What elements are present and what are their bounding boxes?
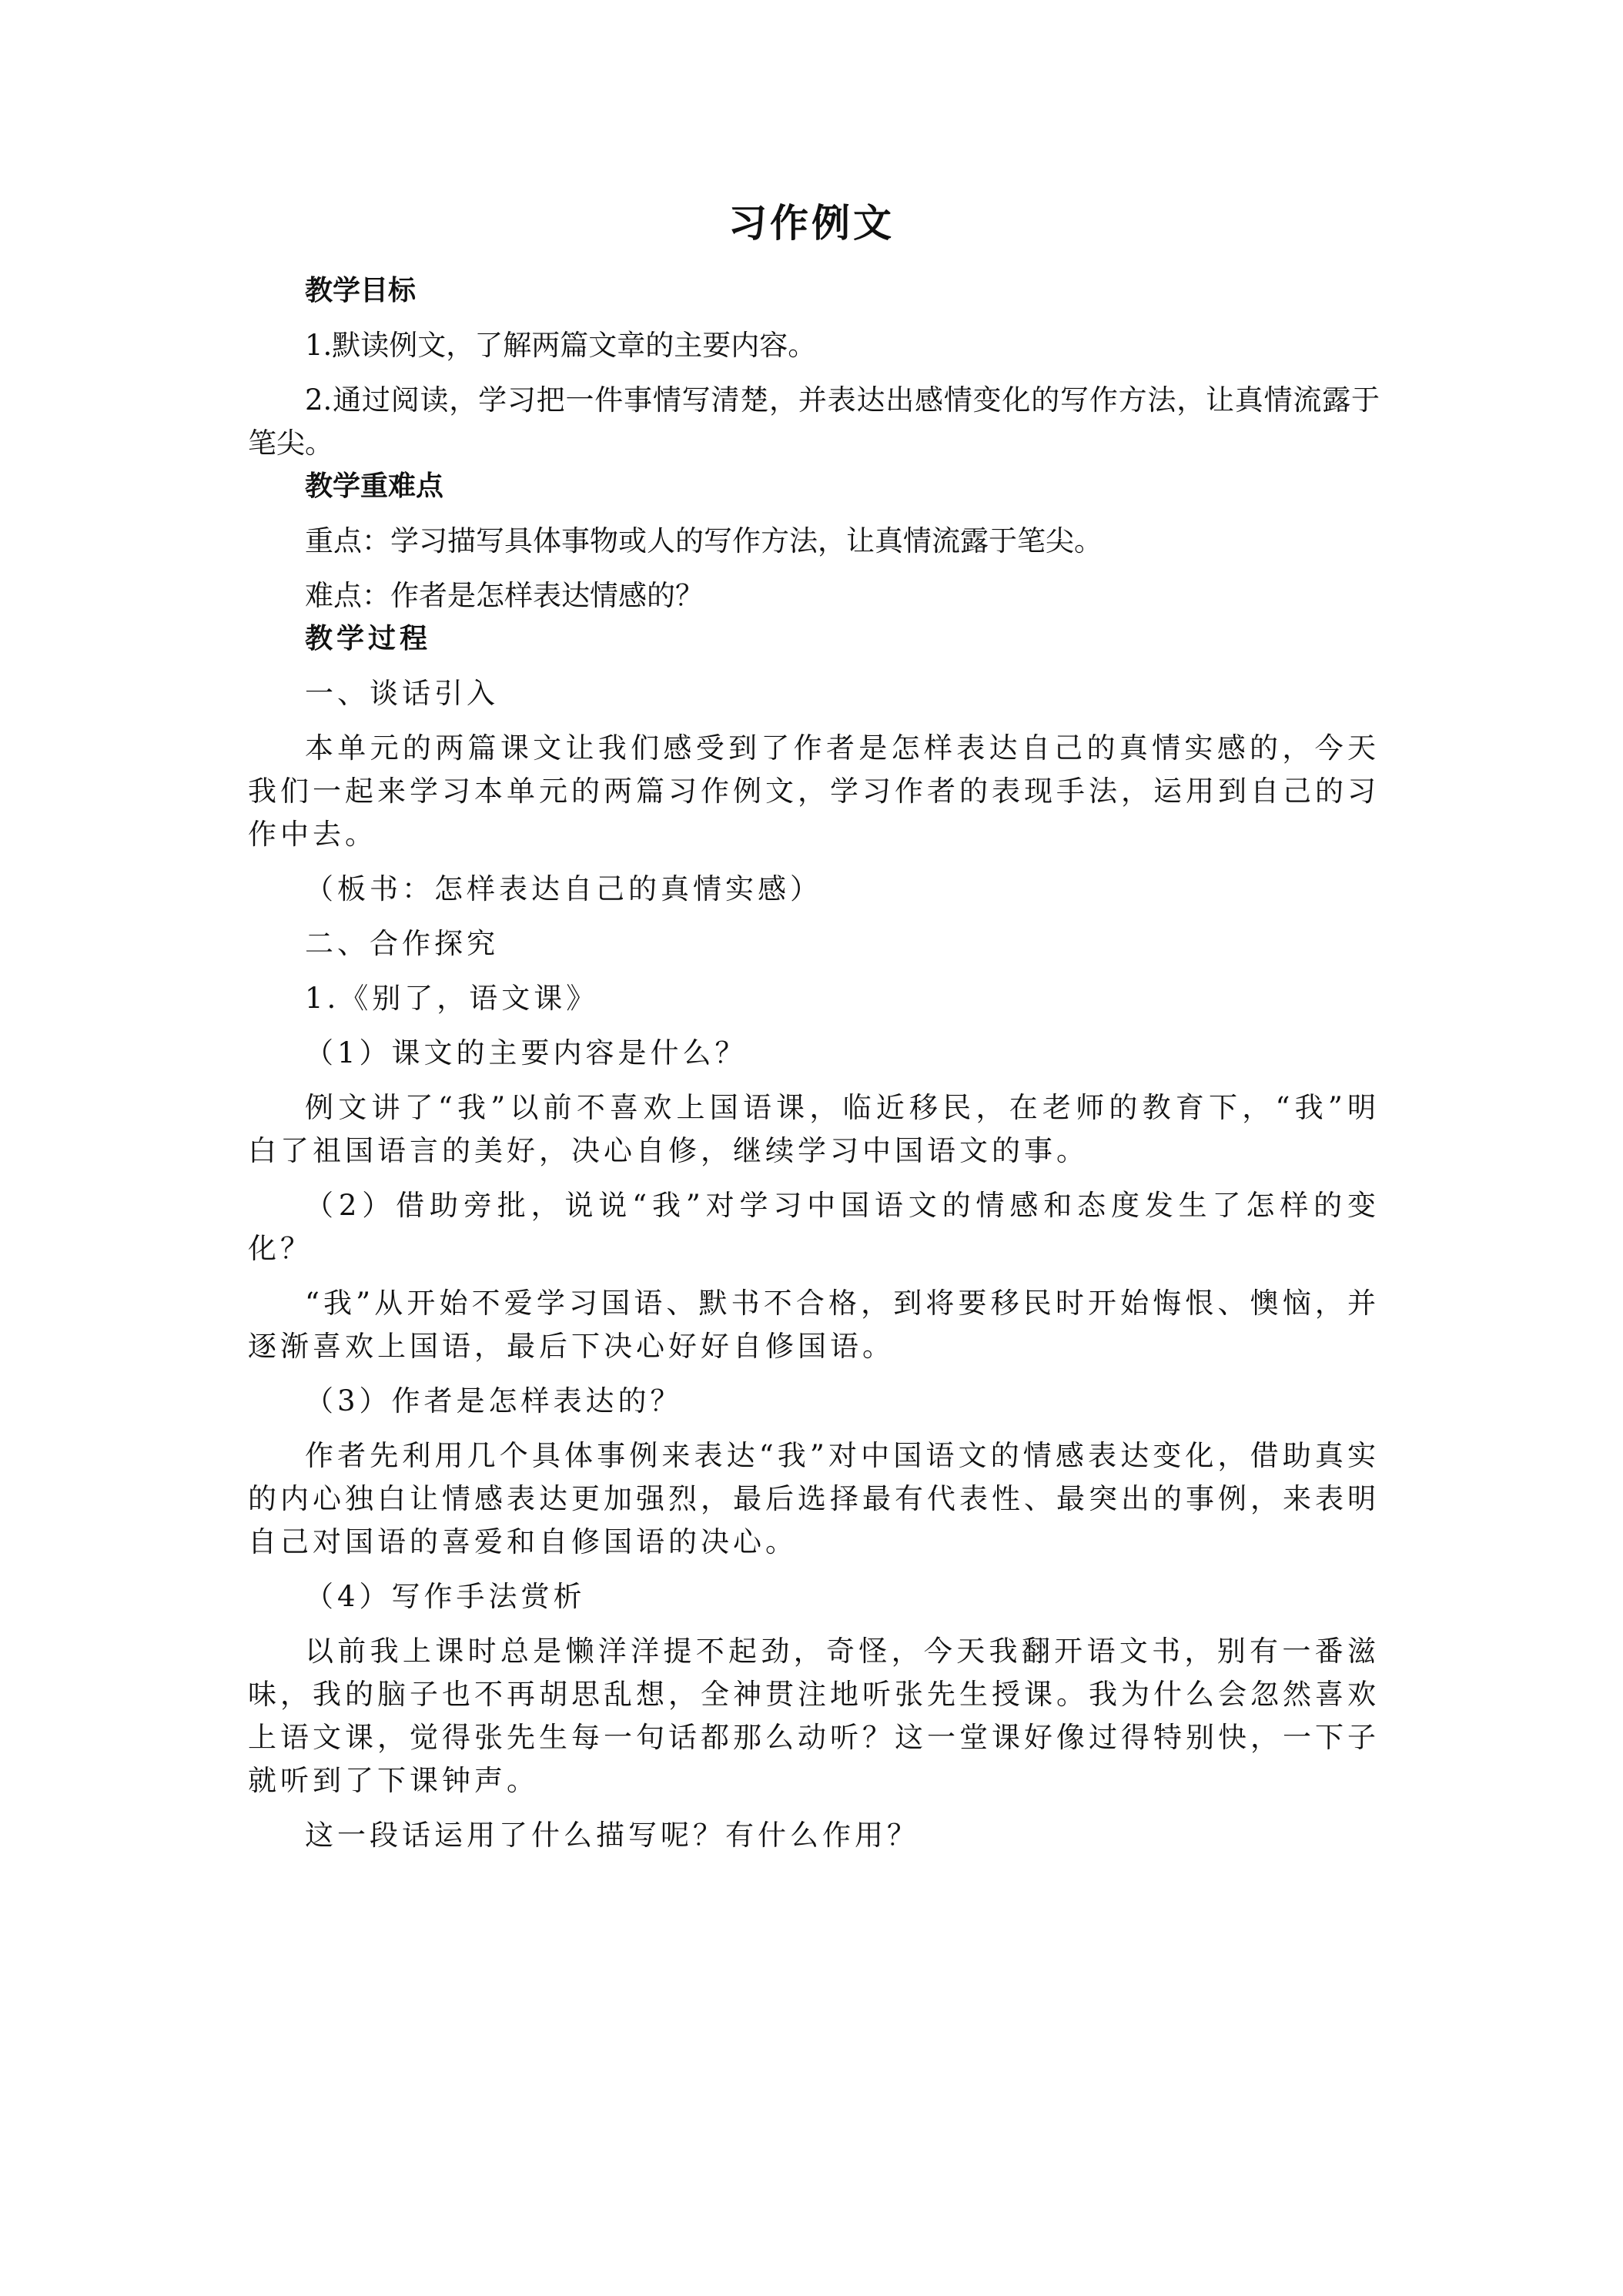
question: （4）写作手法赏析 bbox=[305, 1580, 586, 1613]
key-points-heading: 教学重难点 bbox=[305, 470, 444, 502]
question: 这一段话运用了什么描写呢？有什么作用？ bbox=[305, 1819, 919, 1852]
question: （1）课文的主要内容是什么？ bbox=[305, 1036, 748, 1069]
board-note: （板书：怎样表达自己的真情实感） bbox=[305, 872, 822, 905]
key-point-focus: 重点：学习描写具体事物或人的写作方法，让真情流露于笔尖。 bbox=[305, 524, 1103, 557]
question: （2）借助旁批，说说“我”对学习中国语文的情感和态度发生了怎样的变化？ bbox=[248, 1189, 1380, 1265]
section-title: 一、谈话引入 bbox=[305, 677, 499, 710]
objective-item: 2.通过阅读，学习把一件事情写清楚，并表达出感情变化的写作方法，让真情流露于笔尖。 bbox=[248, 383, 1380, 460]
process-heading: 教学过程 bbox=[305, 623, 432, 654]
section-title: 二、合作探究 bbox=[305, 927, 499, 960]
objectives-heading: 教学目标 bbox=[305, 275, 417, 306]
excerpt: 以前我上课时总是懒洋洋提不起劲，奇怪，今天我翻开语文书，别有一番滋味，我的脑子也不再胡思乱想，全神贯注地听张先生授课。我为什么会忽然喜欢上语文课，觉得张先生每一句话都那么动听？这一堂课好像过得特别快，一下子就听到了下课钟声。 bbox=[248, 1635, 1380, 1797]
answer: 例文讲了“我”以前不喜欢上国语课，临近移民，在老师的教育下，“我”明白了祖国语言的美好，决心自修，继续学习中国语文的事。 bbox=[248, 1091, 1380, 1167]
objective-item: 1.默读例文，了解两篇文章的主要内容。 bbox=[305, 329, 817, 362]
paragraph: 本单元的两篇课文让我们感受到了作者是怎样表达自己的真情实感的，今天我们一起来学习本单元的两篇习作例文，学习作者的表现手法，运用到自己的习作中去。 bbox=[248, 731, 1380, 851]
page-title: 习作例文 bbox=[728, 201, 895, 246]
key-point-difficulty: 难点：作者是怎样表达情感的？ bbox=[305, 579, 704, 612]
answer: 作者先利用几个具体事例来表达“我”对中国语文的情感表达变化，借助真实的内心独白让情感表达更加强烈，最后选择最有代表性、最突出的事例，来表明自己对国语的喜爱和自修国语的决心。 bbox=[248, 1439, 1380, 1558]
sub-title: 1.《别了，语文课》 bbox=[305, 982, 599, 1015]
document-body bbox=[248, 269, 1380, 1857]
answer: “我”从开始不爱学习国语、默书不合格，到将要移民时开始悔恨、懊恼，并逐渐喜欢上国语，最后下决心好好自修国语。 bbox=[248, 1287, 1380, 1363]
question: （3）作者是怎样表达的？ bbox=[305, 1384, 683, 1417]
